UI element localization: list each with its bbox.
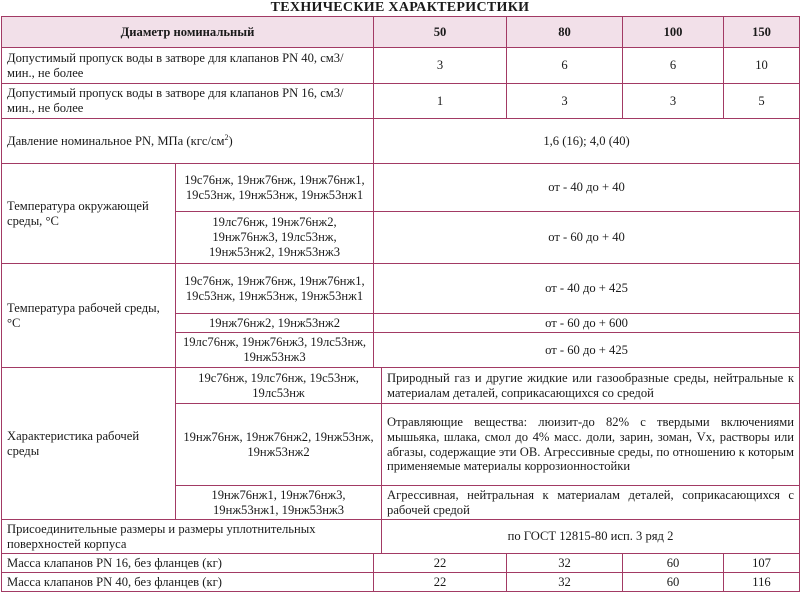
mass-pn16-dn50: 22 — [374, 554, 507, 573]
pressure-row — [2, 119, 800, 164]
ambient-models-2: 19лс76нж, 19нж76нж2, 19нж76нж3, 19лс53нж, 19нж53нж2, 19нж53нж3 — [176, 212, 374, 264]
specs-table — [1, 16, 800, 592]
leak-pn40-dn50: 3 — [374, 48, 507, 84]
ambient-value-2: от - 60 до + 40 — [374, 212, 800, 264]
mass-pn40-dn100: 60 — [623, 573, 724, 592]
medium-value-2: Отравляющие вещества: люизит-до 82% с твердыми включениями мышьяка, шлака, смол до 4% масс. доли, зарин, зоман, Vx, растворы или абгазы, содержащие эти ОВ. Агрессивные среды, по отношению к которым применяемые материалы коррозионностойки — [382, 404, 800, 486]
leak-pn16-dn150: 5 — [724, 84, 800, 119]
leak-pn16-dn100: 3 — [623, 84, 724, 119]
pressure-value: 1,6 (16); 4,0 (40) — [374, 119, 800, 164]
header-dn150: 150 — [724, 17, 800, 48]
header-diameter-label: Диаметр номинальный — [2, 17, 374, 48]
leak-pn40-dn150: 10 — [724, 48, 800, 84]
mass-pn40-label: Масса клапанов PN 40, без фланцев (кг) — [2, 573, 374, 592]
page-title: ТЕХНИЧЕСКИЕ ХАРАКТЕРИСТИКИ — [270, 0, 530, 15]
leak-pn40-dn80: 6 — [507, 48, 623, 84]
working-row-1 — [2, 264, 800, 314]
medium-models-3: 19нж76нж1, 19нж76нж3, 19нж53нж1, 19нж53нж3 — [176, 486, 382, 520]
connection-label: Присоединительные размеры и размеры уплотнительных поверхностей корпуса — [2, 520, 382, 554]
working-models-3: 19лс76нж, 19нж76нж3, 19лс53нж, 19нж53нж3 — [176, 333, 374, 368]
ambient-value-1: от - 40 до + 40 — [374, 164, 800, 212]
working-value-1: от - 40 до + 425 — [374, 264, 800, 314]
working-temp-label: Температура рабочей среды, °С — [2, 264, 176, 368]
medium-models-1: 19с76нж, 19лс76нж, 19с53нж, 19лс53нж — [176, 368, 382, 404]
mass-pn40-dn50: 22 — [374, 573, 507, 592]
mass-pn16-dn150: 107 — [724, 554, 800, 573]
ambient-row-1 — [2, 164, 800, 212]
ambient-temp-label: Температура окружающей среды, °С — [2, 164, 176, 264]
header-dn50: 50 — [374, 17, 507, 48]
working-models-2: 19нж76нж2, 19нж53нж2 — [176, 314, 374, 333]
mass-pn16-dn100: 60 — [623, 554, 724, 573]
mass-pn16-dn80: 32 — [507, 554, 623, 573]
ambient-models-1: 19с76нж, 19нж76нж, 19нж76нж1, 19с53нж, 19нж53нж, 19нж53нж1 — [176, 164, 374, 212]
working-models-1: 19с76нж, 19нж76нж, 19нж76нж1, 19с53нж, 19нж53нж, 19нж53нж1 — [176, 264, 374, 314]
working-value-3: от - 60 до + 425 — [374, 333, 800, 368]
leak-pn16-row — [2, 84, 800, 119]
mass-pn40-dn80: 32 — [507, 573, 623, 592]
leak-pn16-label: Допустимый пропуск воды в затворе для клапанов PN 16, см3/мин., не более — [2, 84, 374, 119]
mass-pn40-dn150: 116 — [724, 573, 800, 592]
pressure-label: Давление номинальное PN, МПа $(кгс/см^2)$ — [2, 119, 374, 164]
leak-pn40-row — [2, 48, 800, 84]
medium-row-1 — [2, 368, 800, 404]
connection-row — [2, 520, 800, 554]
medium-value-3: Агрессивная, нейтральная к материалам деталей, соприкасающихся с рабочей средой — [382, 486, 800, 520]
leak-pn16-dn80: 3 — [507, 84, 623, 119]
leak-pn40-label: Допустимый пропуск воды в затворе для клапанов PN 40, см3/мин., не более — [2, 48, 374, 84]
medium-value-1: Природный газ и другие жидкие или газообразные среды, нейтральные к материалам деталей, соприкасающихся со средой — [382, 368, 800, 404]
leak-pn16-dn50: 1 — [374, 84, 507, 119]
header-row — [2, 17, 800, 48]
header-dn100: 100 — [623, 17, 724, 48]
mass-pn16-label: Масса клапанов PN 16, без фланцев (кг) — [2, 554, 374, 573]
mass-pn40-row — [2, 573, 800, 592]
working-value-2: от - 60 до + 600 — [374, 314, 800, 333]
header-dn80: 80 — [507, 17, 623, 48]
connection-value: по ГОСТ 12815-80 исп. 3 ряд 2 — [382, 520, 800, 554]
leak-pn40-dn100: 6 — [623, 48, 724, 84]
mass-pn16-row — [2, 554, 800, 573]
medium-label: Характеристика рабочей среды — [2, 368, 176, 520]
medium-models-2: 19нж76нж, 19нж76нж2, 19нж53нж, 19нж53нж2 — [176, 404, 382, 486]
